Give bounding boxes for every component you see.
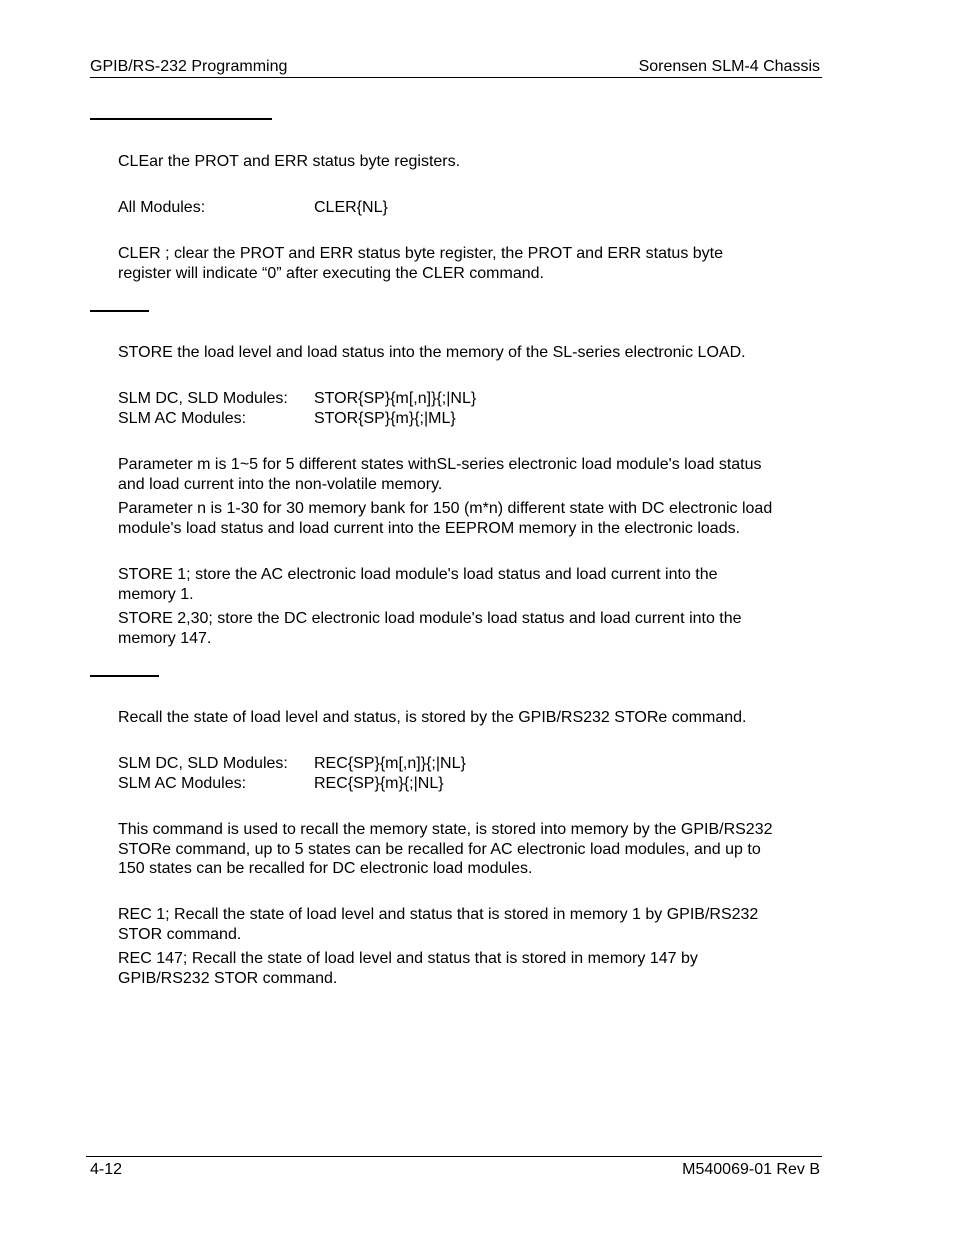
footer-rule [86, 1156, 822, 1157]
stor-description: STORE the load level and load status into the memory of the SL-series electronic LOAD. [118, 344, 746, 361]
stor-param-n-line-2: module's load status and load current into the EEPROM memory in the electronic loads. [118, 520, 741, 537]
footer-doc-number: M540069-01 Rev B [682, 1161, 820, 1178]
stor-param-m-line-1: Parameter m is 1~5 for 5 different states withSL-series electronic load module's load status [118, 456, 762, 473]
cler-example-line-2: register will indicate “0” after executing the CLER command. [118, 265, 544, 282]
rec-body-line-1: This command is used to recall the memory state, is stored into memory by the GPIB/RS232 [118, 821, 773, 838]
stor-param-m-line-2: and load current into the non-volatile memory. [118, 476, 443, 493]
rec-example1-line-2: STOR command. [118, 926, 242, 943]
rec-syntax-value-1: REC{SP}{m[,n]}{;|NL} [314, 755, 466, 772]
rec-body-line-3: 150 states can be recalled for DC electronic load modules. [118, 860, 533, 877]
stor-example1-line-2: memory 1. [118, 586, 194, 603]
rec-syntax-value-2: REC{SP}{m}{;|NL} [314, 775, 444, 792]
section-heading-rule-cler [90, 118, 272, 120]
stor-syntax-label-1: SLM DC, SLD Modules: [118, 390, 288, 407]
rec-body-line-2: STORe command, up to 5 states can be recalled for AC electronic load modules, and up to [118, 841, 761, 858]
section-heading-rule-rec [90, 675, 159, 677]
stor-example2-line-1: STORE 2,30; store the DC electronic load module's load status and load current into the [118, 610, 742, 627]
rec-syntax-label-2: SLM AC Modules: [118, 775, 247, 792]
cler-syntax-value: CLER{NL} [314, 199, 388, 216]
stor-param-n-line-1: Parameter n is 1-30 for 30 memory bank for 150 (m*n) different state with DC electronic load [118, 500, 773, 517]
cler-example-line-1: CLER ; clear the PROT and ERR status byte register, the PROT and ERR status byte [118, 245, 724, 262]
rec-syntax-label-1: SLM DC, SLD Modules: [118, 755, 288, 772]
cler-syntax-label: All Modules: [118, 199, 206, 216]
header-left: GPIB/RS-232 Programming [90, 58, 288, 75]
stor-example2-line-2: memory 147. [118, 630, 212, 647]
stor-syntax-value-1: STOR{SP}{m[,n]}{;|NL} [314, 390, 477, 407]
rec-description: Recall the state of load level and status, is stored by the GPIB/RS232 STORe command. [118, 709, 747, 726]
section-heading-rule-stor [90, 310, 149, 312]
header-rule [90, 77, 822, 78]
stor-syntax-value-2: STOR{SP}{m}{;|ML} [314, 410, 456, 427]
header-right: Sorensen SLM-4 Chassis [638, 58, 820, 75]
rec-example2-line-1: REC 147; Recall the state of load level and status that is stored in memory 147 by [118, 950, 698, 967]
stor-syntax-label-2: SLM AC Modules: [118, 410, 247, 427]
footer-page-number: 4-12 [90, 1161, 123, 1178]
rec-example2-line-2: GPIB/RS232 STOR command. [118, 970, 338, 987]
cler-description: CLEar the PROT and ERR status byte registers. [118, 153, 461, 170]
stor-example1-line-1: STORE 1; store the AC electronic load module's load status and load current into the [118, 566, 718, 583]
rec-example1-line-1: REC 1; Recall the state of load level and status that is stored in memory 1 by GPIB/RS232 [118, 906, 759, 923]
